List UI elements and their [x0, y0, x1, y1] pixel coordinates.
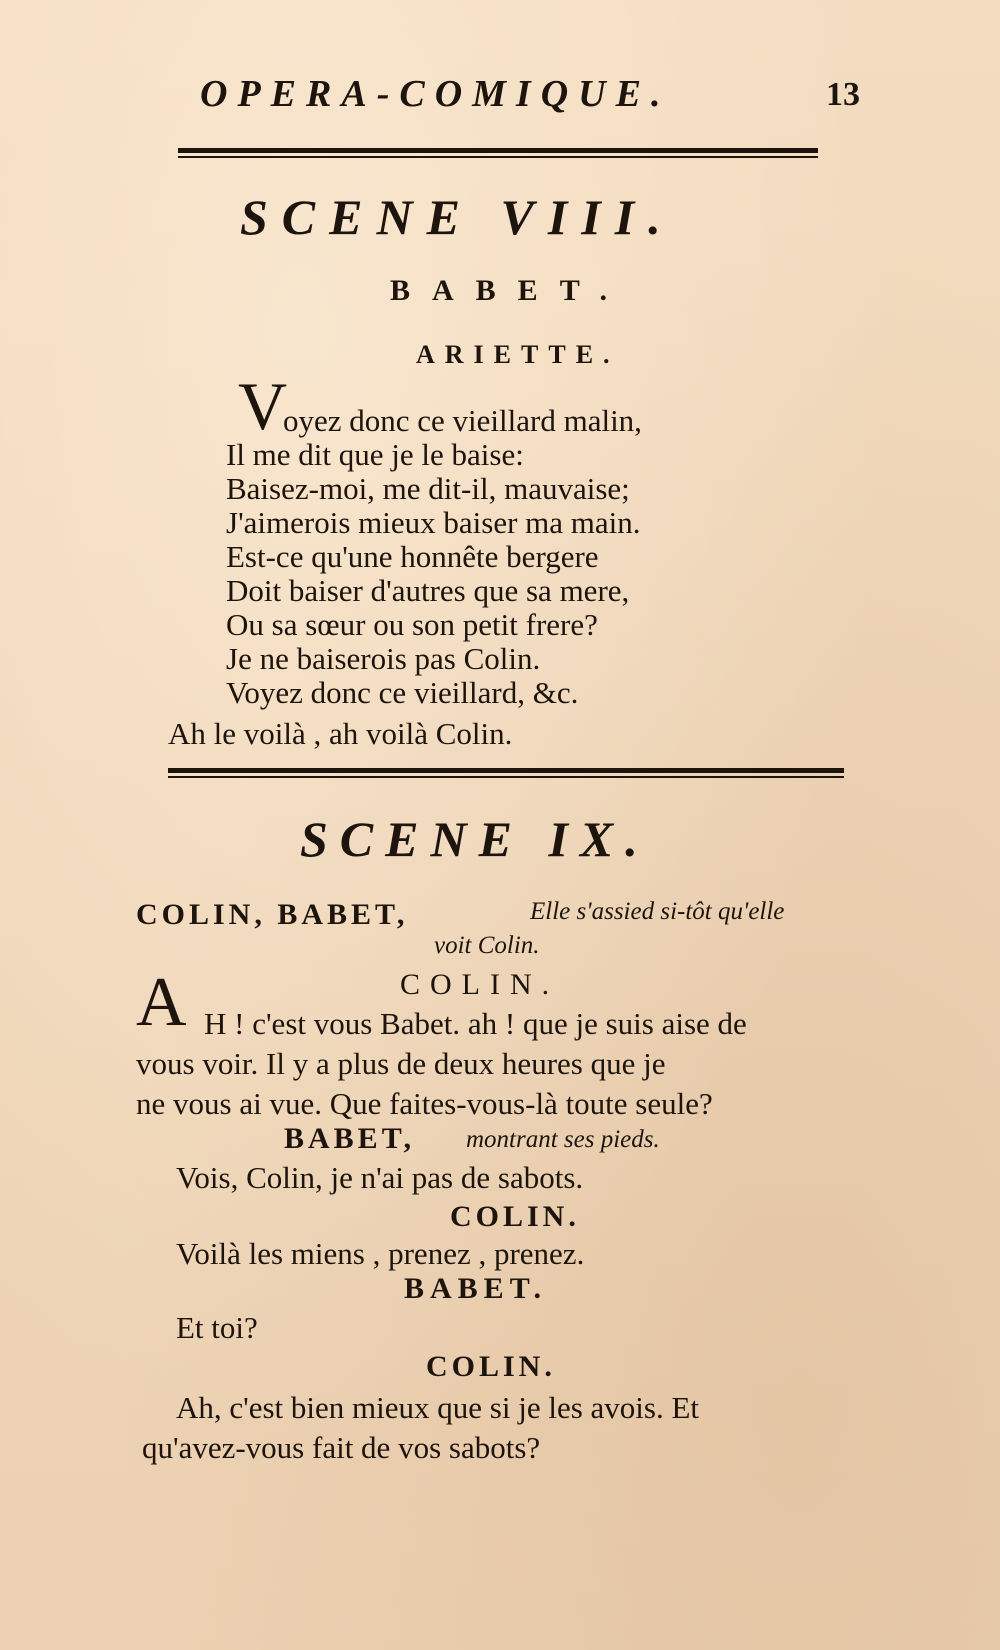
song-label: ARIETTE. [416, 340, 620, 369]
scene-8-heading: SCENE VIII. [240, 189, 675, 245]
speech-line: H ! c'est vous Babet. ah ! que je suis aise de [204, 1006, 747, 1041]
stage-direction: Elle s'assied si-tôt qu'elle [530, 898, 785, 925]
middle-rule [168, 768, 844, 778]
verse-line: Voyez donc ce vieillard, &c. [226, 675, 579, 710]
top-rule [178, 148, 818, 158]
speech-line: Ah, c'est bien mieux que si je les avois. Et [176, 1390, 700, 1425]
speech-line: Voilà les miens , prenez , prenez. [176, 1236, 585, 1271]
speech-line: qu'avez-vous fait de vos sabots? [142, 1430, 541, 1465]
speaker-name: BABET. [404, 1272, 547, 1305]
scene-9-heading: SCENE IX. [300, 811, 650, 867]
verse-line: J'aimerois mieux baiser ma main. [226, 505, 641, 540]
speech-line: ne vous ai vue. Que faites-vous-là toute seule? [136, 1086, 713, 1121]
speaker-name: COLIN. [400, 968, 560, 1001]
closing-line: Ah le voilà , ah voilà Colin. [168, 716, 513, 751]
speaker-name: COLIN. [426, 1350, 556, 1383]
verse-line: oyez donc ce vieillard malin, [283, 403, 642, 438]
verse-line: Doit baiser d'autres que sa mere, [226, 573, 630, 608]
stage-direction: voit Colin. [434, 932, 540, 959]
speaker-name: COLIN. [450, 1200, 580, 1233]
running-head: OPERA-COMIQUE. [200, 73, 671, 115]
verse-line: Est-ce qu'une honnête bergere [226, 539, 599, 574]
speech-dropcap: A [136, 964, 187, 1041]
verse-line: Baisez-moi, me dit-il, mauvaise; [226, 471, 630, 506]
verse-dropcap: V [238, 368, 288, 444]
verse-line: Ou sa sœur ou son petit frere? [226, 607, 598, 642]
page-number: 13 [826, 76, 860, 113]
speech-line: Vois, Colin, je n'ai pas de sabots. [176, 1160, 584, 1195]
stage-direction: montrant ses pieds. [466, 1126, 660, 1153]
scene-8-character: BABET. [390, 274, 629, 307]
speech-line: vous voir. Il y a plus de deux heures que je [136, 1046, 666, 1081]
verse-line: Je ne baiserois pas Colin. [226, 641, 541, 676]
speaker-name: BABET, [284, 1122, 415, 1155]
speech-line: Et toi? [176, 1310, 258, 1345]
verse-line: Il me dit que je le baise: [226, 437, 524, 472]
cast-list: COLIN, BABET, [136, 898, 409, 931]
